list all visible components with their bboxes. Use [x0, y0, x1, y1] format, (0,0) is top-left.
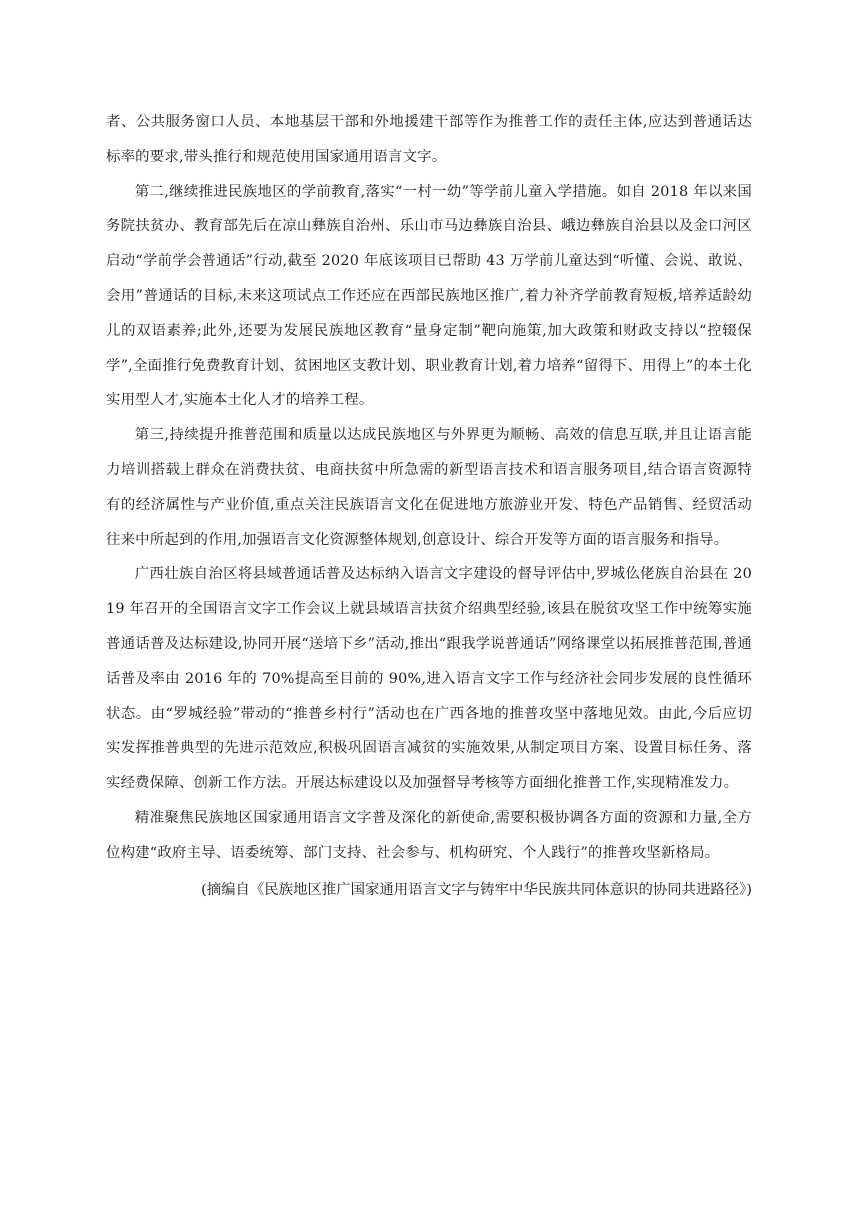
paragraph-second-point: 第二,继续推进民族地区的学前教育,落实“一村一幼”等学前儿童入学措施。如自 2018 年以来国务院扶贫办、教育部先后在凉山彝族自治州、乐山市马边彝族自治县、峨边彝族自治县以及金口河区启动“学前学会普通话”行动,截至 2020 年底该项目已帮助 43 万学前儿童达到“听懂、会说、敢说、会用”普通话的目标,未来这项试点工作还应在西部民族地区推广,着力补齐学前教育短板,培养适龄幼儿的双语素养;此外,还要为发展民族地区教育“量身定制”靶向施策,加大政策和财政支持以“控辍保学”,全面推行免费教育计划、贫困地区支教计划、职业教育计划,着力培养“留得下、用得上”的本土化实用型人才,实施本土化人才的培养工程。: [106, 183, 752, 409]
paragraph-conclusion: 精准聚焦民族地区国家通用语言文字普及深化的新使命,需要积极协调各方面的资源和力量,全方位构建“政府主导、语委统筹、部门支持、社会参与、机构研究、个人践行”的推普攻坚新格局。: [106, 809, 752, 861]
source-citation: (摘编自《民族地区推广国家通用语言文字与铸牢中华民族共同体意识的协同共进路径》): [201, 881, 752, 898]
article-body: [106, 105, 752, 907]
paragraph-guangxi-case: 广西壮族自治区将县域普通话普及达标纳入语言文字建设的督导评估中,罗城仫佬族自治县在 2019 年召开的全国语言文字工作会议上就县域语言扶贫介绍典型经验,该县在脱贫攻坚工作中统筹实施普通话普及达标建设,协同开展“送培下乡”活动,推出“跟我学说普通话”网络课堂以拓展推普范围,普通话普及率由 2016 年的 70%提高至目前的 90%,进入语言文字工作与经济社会同步发展的良性循环状态。由“罗城经验”带动的“推普乡村行”活动也在广西各地的推普攻坚中落地见效。由此,今后应切实发挥推普典型的先进示范效应,积极巩固语言减贫的实施效果,从制定项目方案、设置目标任务、落实经费保障、创新工作方法。开展达标建设以及加强督导考核等方面细化推普工作,实现精准发力。: [106, 566, 752, 792]
paragraph-continued: 者、公共服务窗口人员、本地基层干部和外地援建干部等作为推普工作的责任主体,应达到普通话达标率的要求,带头推行和规范使用国家通用语言文字。: [106, 114, 752, 165]
paragraph-third-point: 第三,持续提升推普范围和质量以达成民族地区与外界更为顺畅、高效的信息互联,并且让语言能力培训搭载上群众在消费扶贫、电商扶贫中所急需的新型语言技术和语言服务项目,结合语言资源特有的经济属性与产业价值,重点关注民族语言文化在促进地方旅游业开发、特色产品销售、经贸活动往来中所起到的作用,加强语言文化资源整体规划,创意设计、综合开发等方面的语言服务和指导。: [106, 427, 752, 548]
